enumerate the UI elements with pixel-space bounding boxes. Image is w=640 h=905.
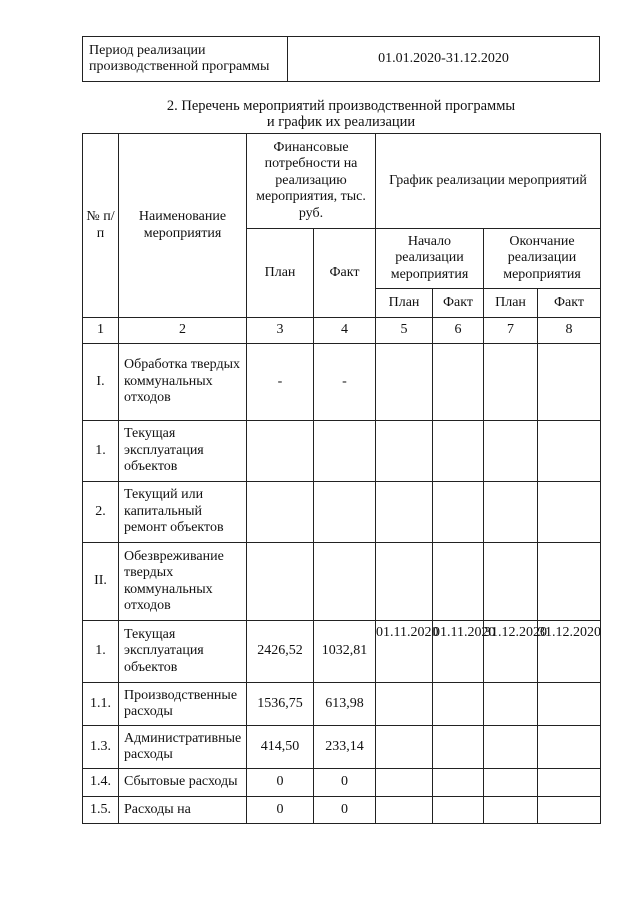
col-number: 4: [314, 318, 376, 344]
header-name: Наименование мероприятия: [119, 134, 247, 318]
row-end-fact: 31.12.2020: [538, 621, 601, 683]
row-end-plan: [484, 344, 538, 421]
row-end-fact: [538, 683, 601, 726]
row-start-plan: [376, 344, 433, 421]
col-number: 1: [83, 318, 119, 344]
section-heading-line2: и график их реализации: [266, 114, 416, 130]
row-start-fact: [433, 683, 484, 726]
row-end-fact: [538, 421, 601, 482]
header-end-fact: Факт: [538, 289, 601, 318]
row-num: 1.: [83, 621, 119, 683]
row-plan: [247, 421, 314, 482]
row-name: Производственные расходы: [119, 683, 247, 726]
row-num: 1.1.: [83, 683, 119, 726]
row-name: Административные расходы: [119, 726, 247, 769]
period-label: Период реализации производственной программы: [83, 37, 288, 82]
row-fact: [314, 543, 376, 621]
header-start-plan: План: [376, 289, 433, 318]
row-start-plan: [376, 797, 433, 824]
row-num: II.: [83, 543, 119, 621]
row-name: Обезвреживание твердых коммунальных отходов: [119, 543, 247, 621]
row-end-plan: 31.12.2020: [484, 621, 538, 683]
col-number: 7: [484, 318, 538, 344]
section-heading: [82, 98, 600, 130]
row-end-plan: [484, 421, 538, 482]
header-row-1: [83, 134, 601, 229]
row-start-plan: [376, 543, 433, 621]
row-end-fact: [538, 797, 601, 824]
row-end-plan: [484, 726, 538, 769]
header-start: Начало реализации мероприятия: [376, 229, 484, 289]
table-row: [83, 726, 601, 769]
row-start-fact: [433, 482, 484, 543]
row-num: 1.4.: [83, 769, 119, 797]
row-end-plan: [484, 769, 538, 797]
col-number: 5: [376, 318, 433, 344]
row-fact: 0: [314, 797, 376, 824]
period-table: [82, 36, 600, 82]
col-number: 3: [247, 318, 314, 344]
row-end-plan: [484, 543, 538, 621]
row-name: Текущая эксплуатация объектов: [119, 621, 247, 683]
row-name: Обработка твердых коммунальных отходов: [119, 344, 247, 421]
row-num: 1.: [83, 421, 119, 482]
row-start-fact: 01.11.2020: [433, 621, 484, 683]
row-num: 1.5.: [83, 797, 119, 824]
header-end: Окончание реализации мероприятия: [484, 229, 601, 289]
row-end-fact: [538, 726, 601, 769]
row-plan: [247, 482, 314, 543]
row-name: Текущая эксплуатация объектов: [119, 421, 247, 482]
row-fact: 0: [314, 769, 376, 797]
row-name: Расходы на: [119, 797, 247, 824]
table-row: [83, 769, 601, 797]
table-row: [83, 421, 601, 482]
row-start-plan: [376, 421, 433, 482]
row-start-fact: [433, 797, 484, 824]
row-plan: [247, 543, 314, 621]
row-start-fact: [433, 421, 484, 482]
row-end-fact: [538, 482, 601, 543]
row-num: 1.3.: [83, 726, 119, 769]
table-row: [83, 344, 601, 421]
row-name: Сбытовые расходы: [119, 769, 247, 797]
row-fact: -: [314, 344, 376, 421]
col-number: 2: [119, 318, 247, 344]
row-start-plan: [376, 683, 433, 726]
row-start-plan: [376, 726, 433, 769]
row-end-plan: [484, 797, 538, 824]
header-start-fact: Факт: [433, 289, 484, 318]
row-start-fact: [433, 769, 484, 797]
column-number-row: [83, 318, 601, 344]
row-plan: 1536,75: [247, 683, 314, 726]
col-number: 8: [538, 318, 601, 344]
section-heading-line1: 2. Перечень мероприятий производственной программы: [166, 98, 516, 114]
header-finance-plan: План: [247, 229, 314, 318]
table-row: [83, 621, 601, 683]
row-plan: 0: [247, 769, 314, 797]
row-fact: 613,98: [314, 683, 376, 726]
row-plan: -: [247, 344, 314, 421]
row-start-fact: [433, 543, 484, 621]
activities-table: [82, 133, 601, 824]
header-num: № п/п: [83, 134, 119, 318]
period-row: [83, 37, 600, 82]
row-fact: 233,14: [314, 726, 376, 769]
row-plan: 2426,52: [247, 621, 314, 683]
row-fact: 1032,81: [314, 621, 376, 683]
row-start-plan: 01.11.2020: [376, 621, 433, 683]
header-end-plan: План: [484, 289, 538, 318]
row-end-fact: [538, 543, 601, 621]
row-name: Текущий или капитальный ремонт объектов: [119, 482, 247, 543]
row-start-fact: [433, 726, 484, 769]
table-row: [83, 543, 601, 621]
period-value: 01.01.2020-31.12.2020: [288, 37, 600, 82]
row-fact: [314, 421, 376, 482]
table-row: [83, 683, 601, 726]
row-num: 2.: [83, 482, 119, 543]
row-start-fact: [433, 344, 484, 421]
row-end-plan: [484, 683, 538, 726]
row-end-plan: [484, 482, 538, 543]
row-start-plan: [376, 482, 433, 543]
header-finance: Финансовые потребности на реализацию мероприятия, тыс. руб.: [247, 134, 376, 229]
col-number: 6: [433, 318, 484, 344]
table-row: [83, 797, 601, 824]
table-row: [83, 482, 601, 543]
row-end-fact: [538, 769, 601, 797]
header-finance-fact: Факт: [314, 229, 376, 318]
row-end-fact: [538, 344, 601, 421]
header-schedule: График реализации мероприятий: [376, 134, 601, 229]
row-plan: 0: [247, 797, 314, 824]
row-num: I.: [83, 344, 119, 421]
row-fact: [314, 482, 376, 543]
row-start-plan: [376, 769, 433, 797]
row-plan: 414,50: [247, 726, 314, 769]
